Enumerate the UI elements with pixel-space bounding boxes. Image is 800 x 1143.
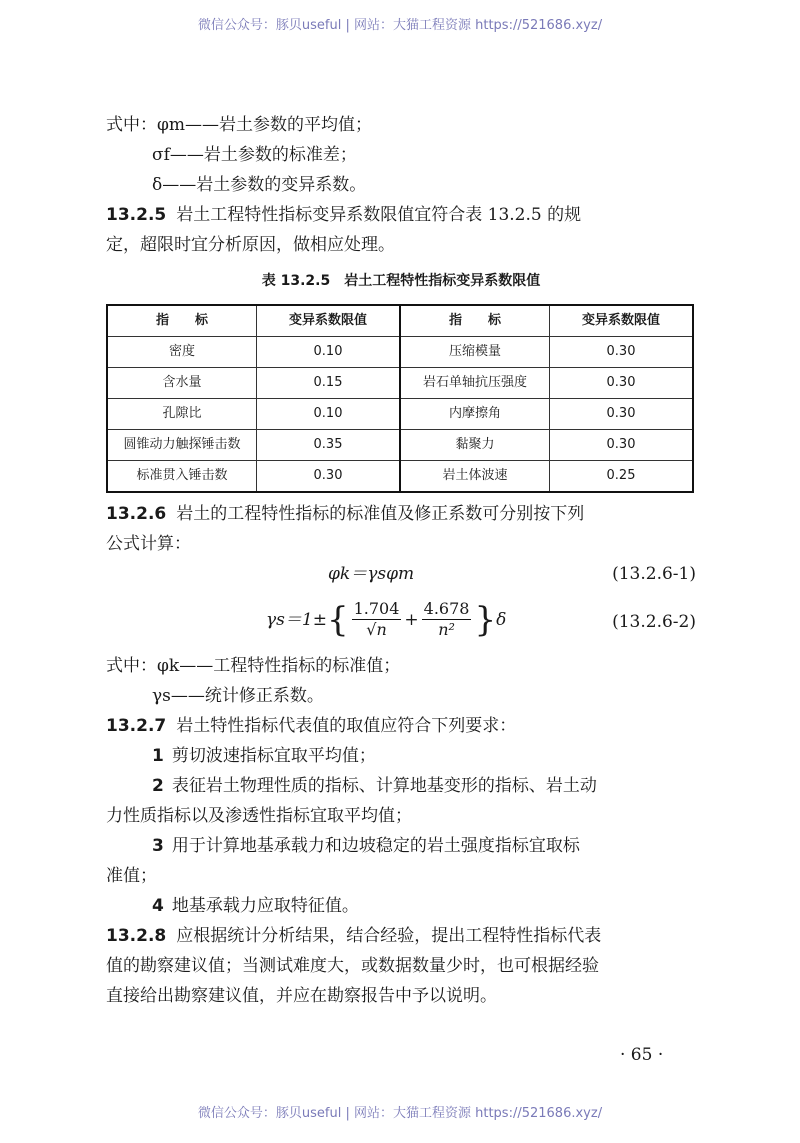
where-line-cv: δ——岩土参数的变异系数。 <box>152 175 367 195</box>
clause-13-2-6-cont: 公式计算： <box>106 534 191 554</box>
formula-13-2-6-1 <box>106 559 696 595</box>
fraction-1 <box>352 599 402 640</box>
header-indicator-1: 指 标 <box>107 305 257 337</box>
table-cell: 黏聚力 <box>400 430 550 461</box>
table-cell: 0.10 <box>257 399 400 430</box>
table-header-row <box>107 305 693 337</box>
fraction-2 <box>422 599 472 640</box>
table-cell: 孔隙比 <box>107 399 257 430</box>
clause-13-2-6 <box>106 499 696 529</box>
denominator-2: n² <box>438 620 455 639</box>
right-brace-symbol: } <box>474 599 497 640</box>
table-cell: 0.30 <box>550 399 693 430</box>
table-cell: 压缩模量 <box>400 337 550 368</box>
table-cell: 圆锥动力触探锤击数 <box>107 430 257 461</box>
list-item <box>106 771 696 801</box>
formula-expression <box>266 599 506 640</box>
clause-number: 13.2.7 <box>106 716 167 736</box>
list-item-text: 剪切波速指标宜取平均值； <box>171 746 376 766</box>
equation-number: (13.2.6-1) <box>612 564 696 584</box>
table-row <box>107 399 693 430</box>
where-line-correction: γs——统计修正系数。 <box>152 686 324 706</box>
table-cell: 0.30 <box>550 368 693 399</box>
table-cell: 0.30 <box>550 430 693 461</box>
list-item-number: 1 <box>152 746 164 766</box>
denominator-1: √n <box>366 620 387 639</box>
list-item <box>106 831 696 861</box>
list-item-text: 地基承载力应取特征值。 <box>171 896 359 916</box>
table-row <box>107 430 693 461</box>
clause-number: 13.2.5 <box>106 205 167 225</box>
list-item-number: 3 <box>152 836 164 856</box>
formula-lhs: γs＝1± <box>266 609 327 630</box>
list-item-cont: 准值； <box>106 866 157 886</box>
table-cell: 0.25 <box>550 461 693 493</box>
page-body <box>106 110 696 1011</box>
clause-text: 岩土工程特性指标变异系数限值宜符合表 13.2.5 的规 <box>176 205 582 225</box>
table-cell: 内摩擦角 <box>400 399 550 430</box>
header-limit-2: 变异系数限值 <box>550 305 693 337</box>
table-cell: 密度 <box>107 337 257 368</box>
list-item-number: 2 <box>152 776 164 796</box>
table-title: 表 13.2.5 岩土工程特性指标变异系数限值 <box>261 273 541 289</box>
plus-sign: + <box>404 609 419 630</box>
watermark-bottom: 微信公众号：豚贝useful | 网站：大猫工程资源 https://521686.xyz/ <box>197 1106 603 1121</box>
list-item-number: 4 <box>152 896 164 916</box>
clause-13-2-8-cont: 值的勘察建议值；当测试难度大，或数据数量少时，也可根据经验 <box>106 956 599 976</box>
table-row <box>107 337 693 368</box>
clause-number: 13.2.6 <box>106 504 167 524</box>
clause-13-2-5-cont: 定，超限时宜分析原因，做相应处理。 <box>106 235 395 255</box>
variation-coefficient-table <box>106 304 694 493</box>
table-cell: 0.35 <box>257 430 400 461</box>
list-item-text: 用于计算地基承载力和边坡稳定的岩土强度指标宜取标 <box>171 836 580 856</box>
numerator-2: 4.678 <box>423 599 470 618</box>
table-row <box>107 461 693 493</box>
where-line-std: σf——岩土参数的标准差； <box>152 145 357 165</box>
table-cell: 标准贯入锤击数 <box>107 461 257 493</box>
clause-13-2-5 <box>106 200 696 230</box>
table-cell: 含水量 <box>107 368 257 399</box>
table-cell: 岩土体波速 <box>400 461 550 493</box>
watermark-top: 微信公众号：豚贝useful | 网站：大猫工程资源 https://521686.xyz/ <box>197 18 603 33</box>
list-item-text: 表征岩土物理性质的指标、计算地基变形的指标、岩土动 <box>171 776 597 796</box>
table-row <box>107 368 693 399</box>
formula-expression: φk＝γsφm <box>328 564 415 584</box>
table-cell: 0.15 <box>257 368 400 399</box>
formula-tail: δ <box>496 609 507 630</box>
table-cell: 0.30 <box>550 337 693 368</box>
where-line-mean: 式中：φm——岩土参数的平均值； <box>106 115 373 135</box>
table-cell: 0.10 <box>257 337 400 368</box>
clause-13-2-8-cont: 直接给出勘察建议值，并应在勘察报告中予以说明。 <box>106 986 497 1006</box>
numerator-1: 1.704 <box>353 599 400 618</box>
header-indicator-2: 指 标 <box>400 305 550 337</box>
formula-13-2-6-2 <box>106 595 696 651</box>
table-cell: 0.30 <box>257 461 400 493</box>
clause-text: 应根据统计分析结果，结合经验，提出工程特性指标代表 <box>176 926 602 946</box>
list-item <box>106 741 696 771</box>
page-number: · 65 · <box>620 1045 664 1065</box>
clause-text: 岩土的工程特性指标的标准值及修正系数可分别按下列 <box>176 504 585 524</box>
equation-number: (13.2.6-2) <box>612 612 696 632</box>
list-item-cont: 力性质指标以及渗透性指标宜取平均值； <box>106 806 412 826</box>
table-cell: 岩石单轴抗压强度 <box>400 368 550 399</box>
clause-number: 13.2.8 <box>106 926 167 946</box>
list-item <box>106 891 696 921</box>
clause-13-2-7 <box>106 711 696 741</box>
clause-13-2-8 <box>106 921 696 951</box>
left-brace-symbol: { <box>326 599 349 640</box>
header-limit-1: 变异系数限值 <box>257 305 400 337</box>
where-line-standard-value: 式中：φk——工程特性指标的标准值； <box>106 656 401 676</box>
clause-text: 岩土特性指标代表值的取值应符合下列要求： <box>176 716 517 736</box>
